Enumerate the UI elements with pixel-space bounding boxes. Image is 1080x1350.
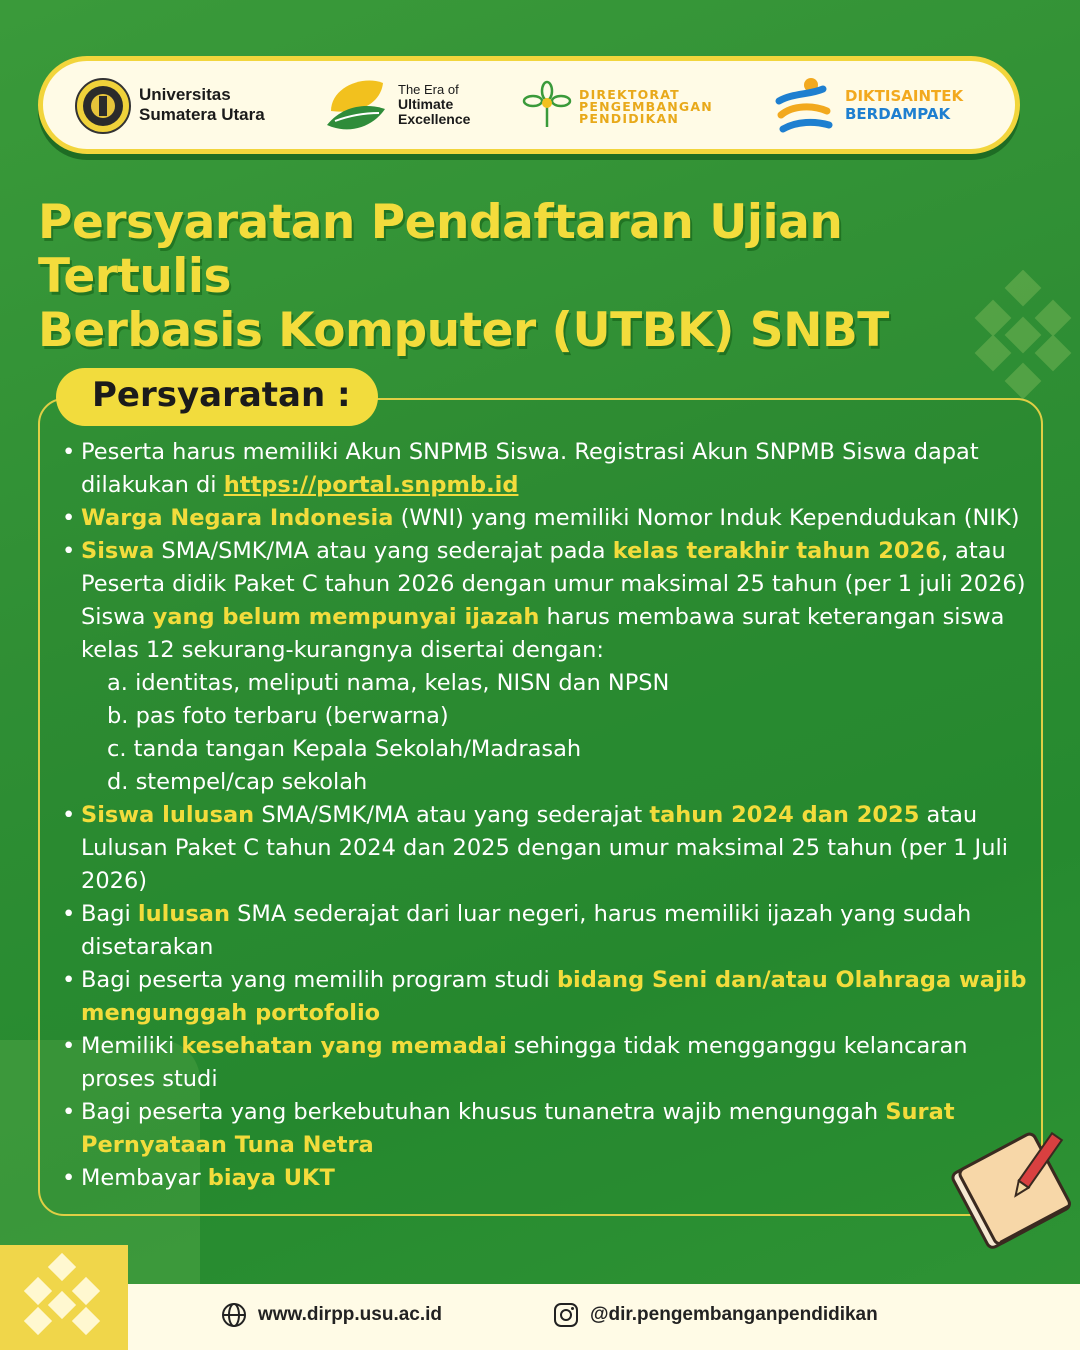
requirement-text: Bagi [81, 901, 138, 927]
usu-seal-icon [75, 78, 131, 134]
requirement-item [62, 1162, 1037, 1195]
era-tagline [398, 83, 470, 127]
highlight-text: tahun 2024 dan 2025 [649, 802, 920, 828]
page-title [38, 196, 1048, 358]
requirement-text: (WNI) yang memiliki Nomor Induk Kependudukan (NIK) [393, 505, 1020, 531]
highlight-text: kesehatan yang memadai [181, 1033, 507, 1059]
footer-bar [128, 1284, 1080, 1350]
requirement-text: , atau Peserta didik Paket C tahun 2026 dengan umur maksimal 25 tahun (per 1 juli 2026) Siswa [81, 538, 1026, 630]
requirement-item [62, 1096, 1037, 1162]
era-line1: The Era of [398, 82, 459, 97]
title-line2: Berbasis Komputer (UTBK) SNBT [38, 303, 889, 358]
usu-name-line2: Sumatera Utara [139, 105, 265, 124]
requirement-text: Memiliki [81, 1033, 182, 1059]
requirement-item [62, 799, 1037, 898]
dikti-name [845, 87, 963, 123]
dikti-figure-icon [773, 75, 835, 137]
highlight-text: Siswa lulusan [81, 802, 255, 828]
era-line2: Ultimate [398, 96, 454, 112]
website-link[interactable]: www.dirpp.usu.ac.id [258, 1304, 443, 1325]
dir-line1: DIREKTORAT [579, 87, 680, 102]
globe-icon [221, 1302, 247, 1328]
requirement-item [62, 964, 1037, 1030]
direktorat-flower-icon [521, 79, 573, 131]
decorative-pattern-block [0, 1245, 128, 1350]
requirement-text: SMA/SMK/MA atau yang sederajat [254, 802, 650, 828]
sub-requirement: a. identitas, meliputi nama, kelas, NISN dan NPSN [107, 670, 670, 696]
dir-line3: PENDIDIKAN [579, 111, 680, 126]
requirement-text: SMA sederajat dari luar negeri, harus memiliki ijazah yang sudah disetarakan [81, 901, 972, 960]
requirement-text: sehingga tidak mengganggu kelancaran proses studi [81, 1033, 968, 1092]
instagram-icon [553, 1302, 579, 1328]
requirement-item [62, 436, 1037, 502]
highlight-text: Warga Negara Indonesia [81, 505, 394, 531]
decorative-pattern-icon [8, 1251, 118, 1350]
requirement-item [62, 502, 1037, 535]
highlight-text: lulusan [137, 901, 230, 927]
highlight-text: Surat Pernyataan Tuna Netra [81, 1099, 955, 1158]
requirement-item [62, 898, 1037, 964]
highlight-text: bidang Seni dan/atau Olahraga wajib mengunggah portofolio [81, 967, 1027, 1026]
dir-line2: PENGEMBANGAN [579, 99, 713, 114]
requirement-text: Bagi peserta yang berkebutuhan khusus tunanetra wajib mengunggah [81, 1099, 886, 1125]
requirement-item [62, 535, 1037, 799]
requirement-item [62, 1030, 1037, 1096]
logo-header-bar [38, 56, 1020, 154]
era-line3: Excellence [398, 111, 471, 127]
sub-requirement: d. stempel/cap sekolah [107, 769, 368, 795]
highlight-text: biaya UKT [207, 1165, 335, 1191]
requirement-text: SMA/SMK/MA atau yang sederajat pada [154, 538, 613, 564]
notebook-pencil-icon [942, 1118, 1080, 1258]
instagram-handle[interactable]: @dir.pengembanganpendidikan [590, 1304, 878, 1325]
highlight-text: Siswa [81, 538, 155, 564]
highlight-text: kelas terakhir tahun 2026 [612, 538, 941, 564]
section-label: Persyaratan : [92, 375, 351, 415]
section-label-pill [56, 368, 378, 426]
sub-requirement: b. pas foto terbaru (berwarna) [107, 703, 449, 729]
requirement-text: atau Lulusan Paket C tahun 2024 dan 2025 dengan umur maksimal 25 tahun (per 1 Juli 2026) [81, 802, 1008, 894]
dikti-line1: DIKTISAINTEK [845, 87, 964, 105]
requirement-text: Bagi peserta yang memilih program studi [81, 967, 557, 993]
title-line1: Persyaratan Pendaftaran Ujian Tertulis [38, 195, 843, 304]
requirements-list [62, 436, 1037, 1195]
portal-link[interactable]: https://portal.snpmb.id [223, 472, 519, 498]
direktorat-name [579, 89, 713, 125]
highlight-text: yang belum mempunyai ijazah [152, 604, 540, 630]
requirement-text: harus membawa surat keterangan siswa kelas 12 sekurang-kurangnya disertai dengan: [81, 604, 1005, 663]
requirement-text: Peserta harus memiliki Akun SNPMB Siswa. Registrasi Akun SNPMB Siswa dapat dilakukan di [81, 439, 979, 498]
usu-name [139, 85, 265, 125]
requirement-text: Membayar [81, 1165, 208, 1191]
sub-requirement: c. tanda tangan Kepala Sekolah/Madrasah [107, 736, 582, 762]
usu-name-line1: Universitas [139, 85, 231, 104]
dikti-line2: BERDAMPAK [845, 105, 951, 123]
era-leaf-icon [323, 75, 389, 137]
